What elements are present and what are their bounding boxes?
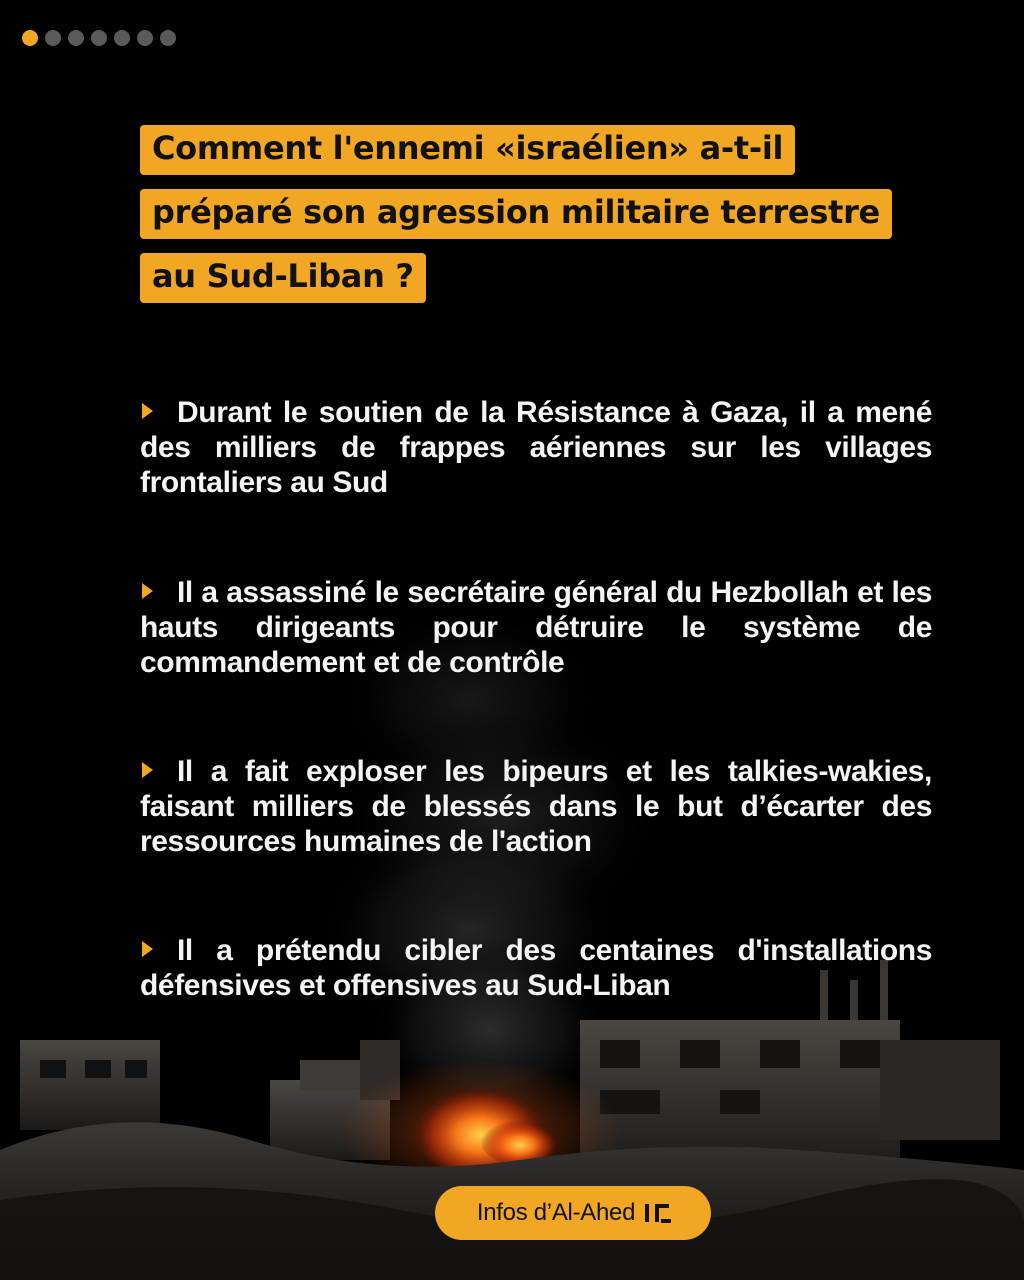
bullet-text: Il a fait exploser les bipeurs et les talkies-wakies, faisant milliers de blessés dans le but d’écarter des ressources humaines de l'action — [140, 755, 932, 858]
carousel-dot[interactable] — [45, 30, 61, 46]
title-line-1: Comment l'ennemi «israélien» a-t-il — [140, 125, 795, 175]
carousel-dot[interactable] — [91, 30, 107, 46]
carousel-dot[interactable] — [137, 30, 153, 46]
bullet-item — [140, 575, 932, 680]
bullet-text: Durant le soutien de la Résistance à Gaza, il a mené des milliers de frappes aériennes sur les villages frontaliers au Sud — [140, 396, 932, 499]
triangle-bullet-icon — [142, 762, 153, 778]
bullet-item — [140, 754, 932, 859]
carousel-dot[interactable] — [114, 30, 130, 46]
carousel-dot[interactable] — [160, 30, 176, 46]
carousel-dot[interactable] — [68, 30, 84, 46]
carousel-dot[interactable] — [22, 30, 38, 46]
bullet-item — [140, 933, 932, 1003]
title-line-2: préparé son agression militaire terrestre — [140, 189, 892, 239]
carousel-dots — [22, 30, 176, 46]
al-ahed-logo-icon — [645, 1204, 669, 1222]
triangle-bullet-icon — [142, 403, 153, 419]
title-line-3: au Sud-Liban ? — [140, 253, 426, 303]
triangle-bullet-icon — [142, 583, 153, 599]
slide-title — [140, 125, 940, 317]
bullet-text: Il a prétendu cibler des centaines d'installations défensives et offensives au Sud-Liban — [140, 934, 932, 1002]
triangle-bullet-icon — [142, 941, 153, 957]
bullet-text: Il a assassiné le secrétaire général du Hezbollah et les hauts dirigeants pour détruire le système de commandement et de contrôle — [140, 576, 932, 679]
source-badge — [435, 1186, 711, 1240]
bullet-item — [140, 395, 932, 500]
source-label: Infos d’Al-Ahed — [476, 1199, 636, 1226]
